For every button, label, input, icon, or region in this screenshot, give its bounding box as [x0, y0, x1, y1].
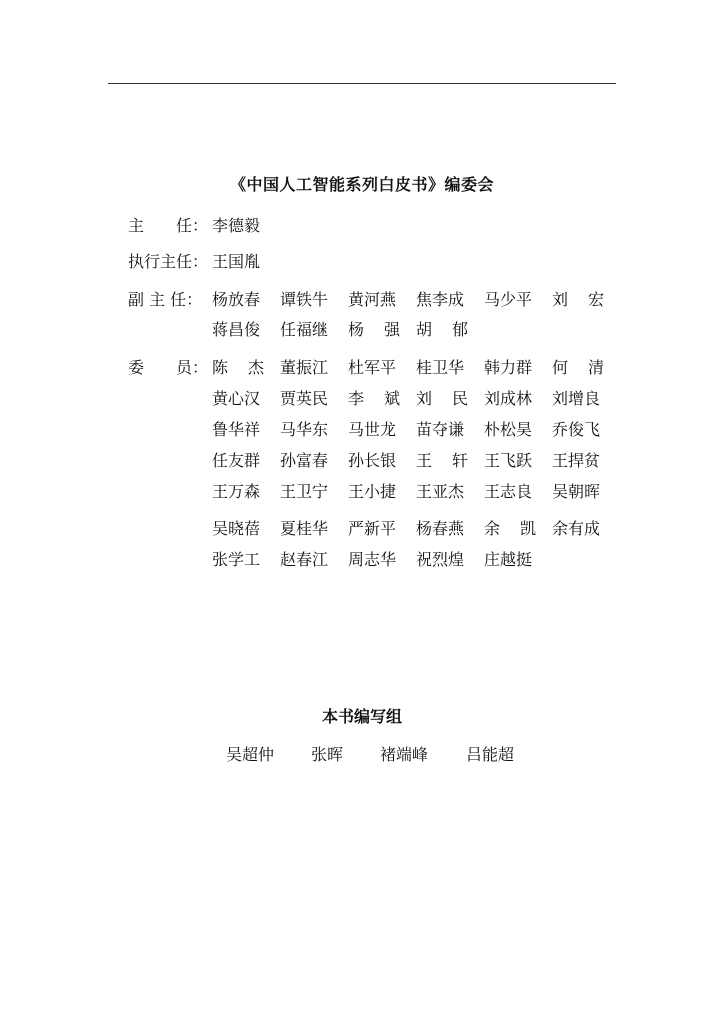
person-name: 董振江	[280, 358, 329, 377]
person-name: 黄心汉	[212, 389, 261, 408]
person-name: 王亚杰	[416, 482, 465, 501]
person-name: 苗夺谦	[416, 420, 465, 439]
director-label: 主 任：	[128, 216, 209, 235]
person-name: 吴晓蓓	[212, 519, 261, 538]
person-name: 马世龙	[348, 420, 397, 439]
person-name: 严新平	[348, 519, 397, 538]
person-name: 李 斌	[348, 389, 400, 408]
person-name: 王飞跃	[484, 451, 533, 470]
person-name: 黄河燕	[348, 290, 397, 309]
author-name: 褚端峰	[380, 745, 429, 764]
person-name: 余有成	[552, 519, 601, 538]
person-name: 马华东	[280, 420, 329, 439]
executive-director-label: 执行主任：	[128, 252, 209, 271]
person-name: 吴朝晖	[552, 482, 601, 501]
person-name: 刘增良	[552, 389, 601, 408]
person-name: 杨 强	[348, 320, 400, 339]
deputy-directors-label: 副 主 任：	[128, 290, 203, 309]
author-name: 吕能超	[466, 745, 515, 764]
top-rule	[108, 83, 616, 84]
person-name: 王 轩	[416, 451, 468, 470]
person-name: 刘成林	[484, 389, 533, 408]
director-name: 李德毅	[212, 216, 261, 235]
executive-director-name: 王国胤	[212, 252, 261, 271]
person-name: 胡 郁	[416, 320, 468, 339]
person-name: 王卫宁	[280, 482, 329, 501]
person-name: 王万森	[212, 482, 261, 501]
author-name: 吴超仲	[226, 745, 275, 764]
person-name: 王志良	[484, 482, 533, 501]
person-name: 庄越挺	[484, 550, 533, 569]
person-name: 何 清	[552, 358, 604, 377]
person-name: 蒋昌俊	[212, 320, 261, 339]
person-name: 余 凯	[484, 519, 536, 538]
person-name: 孙长银	[348, 451, 397, 470]
person-name: 马少平	[484, 290, 533, 309]
person-name: 孙富春	[280, 451, 329, 470]
person-name: 杨春燕	[416, 519, 465, 538]
person-name: 王捍贫	[552, 451, 601, 470]
person-name: 任福继	[280, 320, 329, 339]
person-name: 刘 宏	[552, 290, 604, 309]
person-name: 周志华	[348, 550, 397, 569]
author-name: 张晖	[311, 745, 344, 764]
person-name: 刘 民	[416, 389, 468, 408]
person-name: 夏桂华	[280, 519, 329, 538]
person-name: 王小捷	[348, 482, 397, 501]
person-name: 陈 杰	[212, 358, 264, 377]
members-label: 委 员：	[128, 358, 209, 377]
person-name: 张学工	[212, 550, 261, 569]
person-name: 杜军平	[348, 358, 397, 377]
person-name: 赵春江	[280, 550, 329, 569]
person-name: 鲁华祥	[212, 420, 261, 439]
person-name: 焦李成	[416, 290, 465, 309]
person-name: 祝烈煌	[416, 550, 465, 569]
person-name: 朴松昊	[484, 420, 533, 439]
person-name: 谭铁牛	[280, 290, 329, 309]
person-name: 贾英民	[280, 389, 329, 408]
writing-group-title: 本书编写组	[321, 707, 402, 726]
committee-title: 《中国人工智能系列白皮书》编委会	[229, 175, 494, 194]
person-name: 任友群	[212, 451, 261, 470]
person-name: 桂卫华	[416, 358, 465, 377]
person-name: 乔俊飞	[552, 420, 601, 439]
person-name: 杨放春	[212, 290, 261, 309]
person-name: 韩力群	[484, 358, 533, 377]
